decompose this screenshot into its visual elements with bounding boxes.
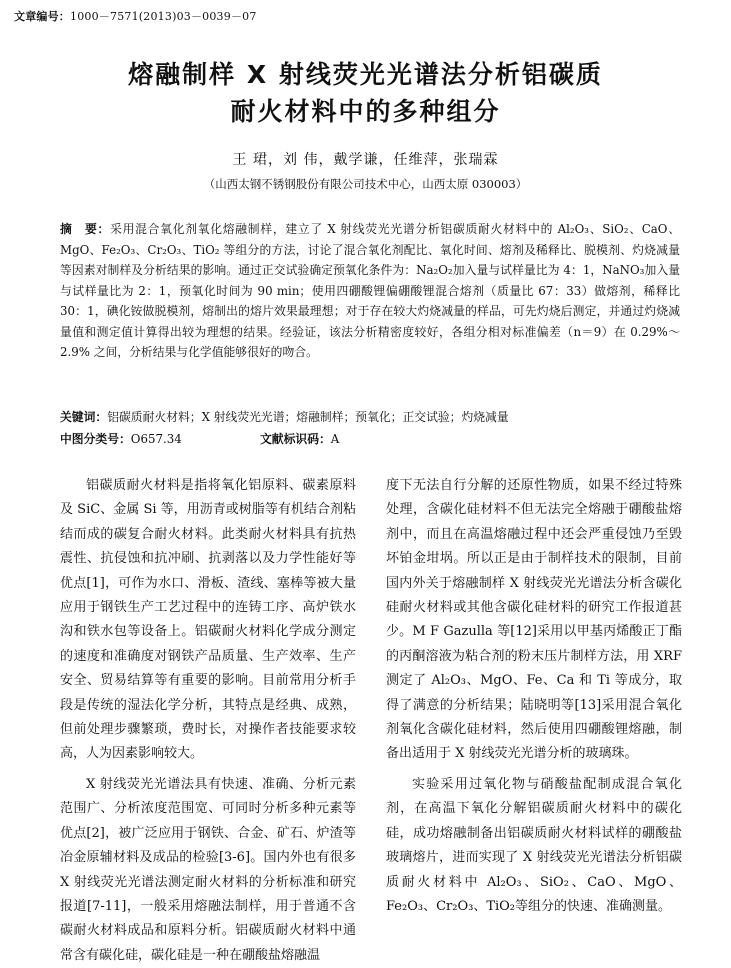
article-number (14, 8, 257, 24)
keywords-label: 关键词： (60, 410, 108, 424)
clc-value: O657.34 (130, 432, 182, 446)
abstract-text: 采用混合氧化剂氧化熔融制样，建立了 X 射线荧光光谱分析铝碳质耐火材料中的 Al₂O₃、SiO₂、CaO、MgO、Fe₂O₃、Cr₂O₃、TiO₂ 等组分的方法，讨论了混合氧化剂配比、氧化时间、熔剂及稀释比、脱模剂、灼烧减量等因素对制样及分析结果的影响。通过正交试验确定预氧化条件为：Na₂O₂加入量与试样量比为 4：1，NaNO₃加入量与试样量比为 2：1，预氧化时间为 90 min；使用四硼酸锂偏硼酸锂混合熔剂（质量比 67：33）做熔剂，稀释比 30：1，碘化铵做脱模剂，熔制出的熔片效果最理想；对于存在较大灼烧减量的样品，可先灼烧后测定，并通过灼烧减量值和测定值计算得出较为理想的结果。经验证，该法分析精密度较好，各组分相对标准偏差（n＝9）在 0.29%～2.9% 之间，分析结果与化学值能够很好的吻合。 (60, 222, 680, 359)
abstract (60, 219, 680, 363)
article-number-value: 1000－7571(2013)03－0039－07 (70, 10, 257, 23)
document-code-value: A (330, 432, 340, 446)
document-code (260, 430, 339, 447)
body-paragraph: X 射线荧光光谱法具有快速、准确、分析元素范围广、分析浓度范围宽、可同时分析多种元素等优点[2]，被广泛应用于钢铁、合金、矿石、炉渣等冶金原辅材料及成品的检验[3-6]。国内外也有很多 X 射线荧光光谱法测定耐火材料的分析标准和研究报道[7-11]，一般采用熔融法制样，用于普通不含碳耐火材料成品和原料分析。铝碳质耐火材料中通常含有碳化硅，碳化硅是一种在硼酸盐熔融温 (60, 776, 356, 963)
keywords-text: 铝碳质耐火材料；X 射线荧光光谱；熔融制样；预氧化；正交试验；灼烧减量 (107, 410, 509, 424)
paper-title-line-1: 熔融制样 X 射线荧光光谱法分析铝碳质 (128, 60, 603, 89)
body-paragraph: 实验采用过氧化物与硝酸盐配制成混合氧化剂，在高温下氧化分解铝碳质耐火材料中的碳化硅，成功熔融制备出铝碳质耐火材料试样的硼酸盐玻璃熔片，进而实现了 X 射线荧光光谱法分析铝碳质耐火材料中 Al₂O₃、SiO₂、CaO、MgO、Fe₂O₃、Cr₂O₃、TiO₂等组分的快速、准确测量。 (386, 776, 682, 914)
body-column-left (60, 474, 356, 968)
document-code-label: 文献标识码： (260, 432, 331, 446)
keywords (60, 408, 680, 425)
abstract-label: 摘 要： (60, 222, 111, 236)
body-paragraph: 度下无法自行分解的还原性物质，如果不经过特殊处理，含碳化硅材料不但无法完全熔融于硼酸盐熔剂中，而且在高温熔融过程中还会严重侵蚀乃至毁坏铂金坩埚。所以正是由于制样技术的限制，目前国内外关于熔融制样 X 射线荧光光谱法分析含碳化硅耐火材料或其他含碳化硅材料的研究工作报道甚少。M F Gazulla 等[12]采用以甲基丙烯酸正丁酯的丙酮溶液为粘合剂的粉末压片制样方法，用 XRF 测定了 Al₂O₃、MgO、Fe、Ca 和 Ti 等成分，取得了满意的分析结果；陆晓明等[13]采用混合氧化剂氧化含碳化硅材料，然后使用四硼酸锂熔融，制备出适用于 X 射线荧光光谱分析的玻璃珠。 (386, 478, 682, 762)
body-paragraph: 铝碳质耐火材料是指将氧化铝原料、碳素原料及 SiC、金属 Si 等，用沥青或树脂等有机结合剂粘结而成的碳复合耐火材料。此类耐火材料具有抗热震性、抗侵蚀和抗冲刷、抗剥落以及力学性能好等优点[1]，可作为水口、滑板、渣线、塞棒等被大量应用于钢铁生产工艺过程中的连铸工序、高炉铁水沟和铁水包等设备上。铝碳耐火材料化学成分测定的速度和准确度对钢铁产品质量、生产效率、生产安全、贸易结算等有重要的影响。目前常用分析手段是传统的湿法化学分析，其特点是经典、成熟，但前处理步骤繁琐，费时长，对操作者技能要求较高，人为因素影响较大。 (60, 478, 356, 762)
article-number-label: 文章编号： (14, 10, 70, 23)
classification (60, 430, 680, 447)
body-column-right (386, 474, 682, 919)
affiliation: （山西太钢不锈钢股份有限公司技术中心，山西太原 030003） (203, 177, 528, 191)
clc-label: 中图分类号： (60, 432, 131, 446)
author-list: 王 珺，刘 伟，戴学谦，任维萍，张瑞霖 (232, 152, 499, 168)
paper-title-line-2: 耐火材料中的多种组分 (230, 97, 501, 126)
